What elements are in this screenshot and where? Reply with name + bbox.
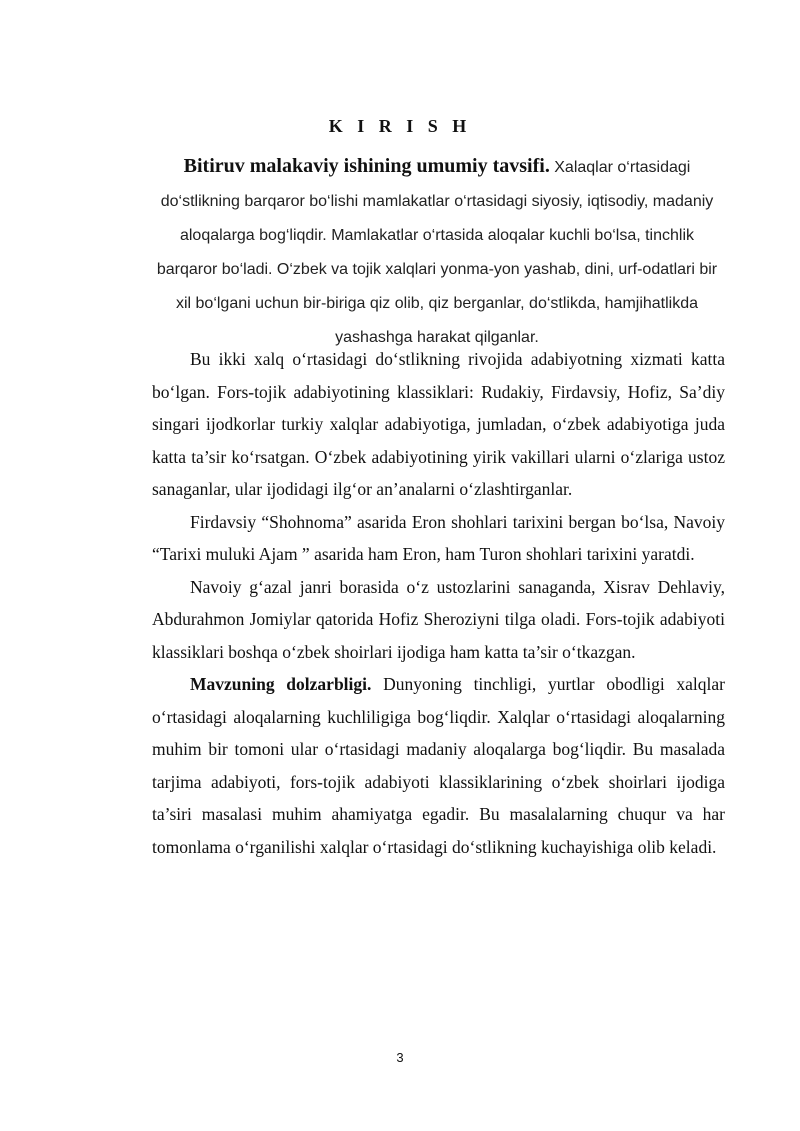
paragraph-text: Dunyoning tinchligi, yurtlar obodligi xalqlar o‘rtasidagi aloqalarning kuchliligiga bog‘liqdir. Xalqlar o‘rtasidagi aloqalarning muhim bir tomoni ular o‘rtasidagi madaniy aloqalarga bog‘liqdir. Bu masalada tarjima adabiyoti, fors-tojik adabiyoti klassiklarining o‘zbek shoirlari ijodiga ta’siri masalasi muhim ahamiyatga egadir. Bu masalalarning chuqur va har tomonlama o‘rganilishi xalqlar o‘rtasidagi do‘stlikning kuchayishiga olib keladi. <box>152 674 725 857</box>
paragraph <box>152 343 725 506</box>
paragraph-text: Bu ikki xalq o‘rtasidagi do‘stlikning rivojida adabiyotning xizmati katta bo‘lgan. Fors-tojik adabiyotining klassiklari: Rudakiy, Firdavsiy, Hofiz, Sa’diy singari ijodkorlar turkiy xalqlar adabiyotiga, jumladan, o‘zbek adabiyotiga juda katta ta’sir ko‘rsatgan. O‘zbek adabiyotining yirik vakillari ularni o‘zlariga ustoz sanaganlar, ular ijodidagi ilg‘or an’analarni o‘zlashtirganlar. <box>152 349 725 499</box>
paragraph-lead-heading: Mavzuning dolzarbligi. <box>190 674 372 694</box>
page-number: 3 <box>396 1050 404 1065</box>
abstract-lead-heading: Bitiruv malakaviy ishining umumiy tavsifi. <box>183 155 550 177</box>
paragraph-text: Navoiy g‘azal janri borasida o‘z ustozlarini sanaganda, Xisrav Dehlaviy, Abdurahmon Jomiylar qatorida Hofiz Sheroziyni tilga oladi. Fors-tojik adabiyoti klassiklari boshqa o‘zbek shoirlari ijodiga ham katta ta’sir o‘tkazgan. <box>152 576 725 662</box>
paragraph <box>152 668 725 863</box>
abstract-paragraph <box>152 149 722 355</box>
paragraph <box>152 571 725 669</box>
paragraph-text: Firdavsiy “Shohnoma” asarida Eron shohlari tarixini bergan bo‘lsa, Navoiy “Tarixi muluki Ajam ” asarida ham Eron, ham Turon shohlari tarixini yaratdi. <box>152 511 725 564</box>
section-title: K I R I S H <box>328 116 472 136</box>
paragraph <box>152 506 725 571</box>
body-text <box>152 343 725 863</box>
abstract-text: Xalaqlar o‘rtasidagi do‘stlikning barqaror bo‘lishi mamlakatlar o‘rtasidagi siyosiy, iqtisodiy, madaniy aloqalarga bog‘liqdir. Mamlakatlar o‘rtasida aloqalar kuchli bo‘lsa, tinchlik barqaror bo‘ladi. O‘zbek va tojik xalqlari yonma-yon yashab, dini, urf-odatlari bir xil bo‘lgani uchun bir-biriga qiz olib, qiz berganlar, do‘stlikda, hamjihatlikda yashashga harakat qilganlar. <box>156 159 718 346</box>
